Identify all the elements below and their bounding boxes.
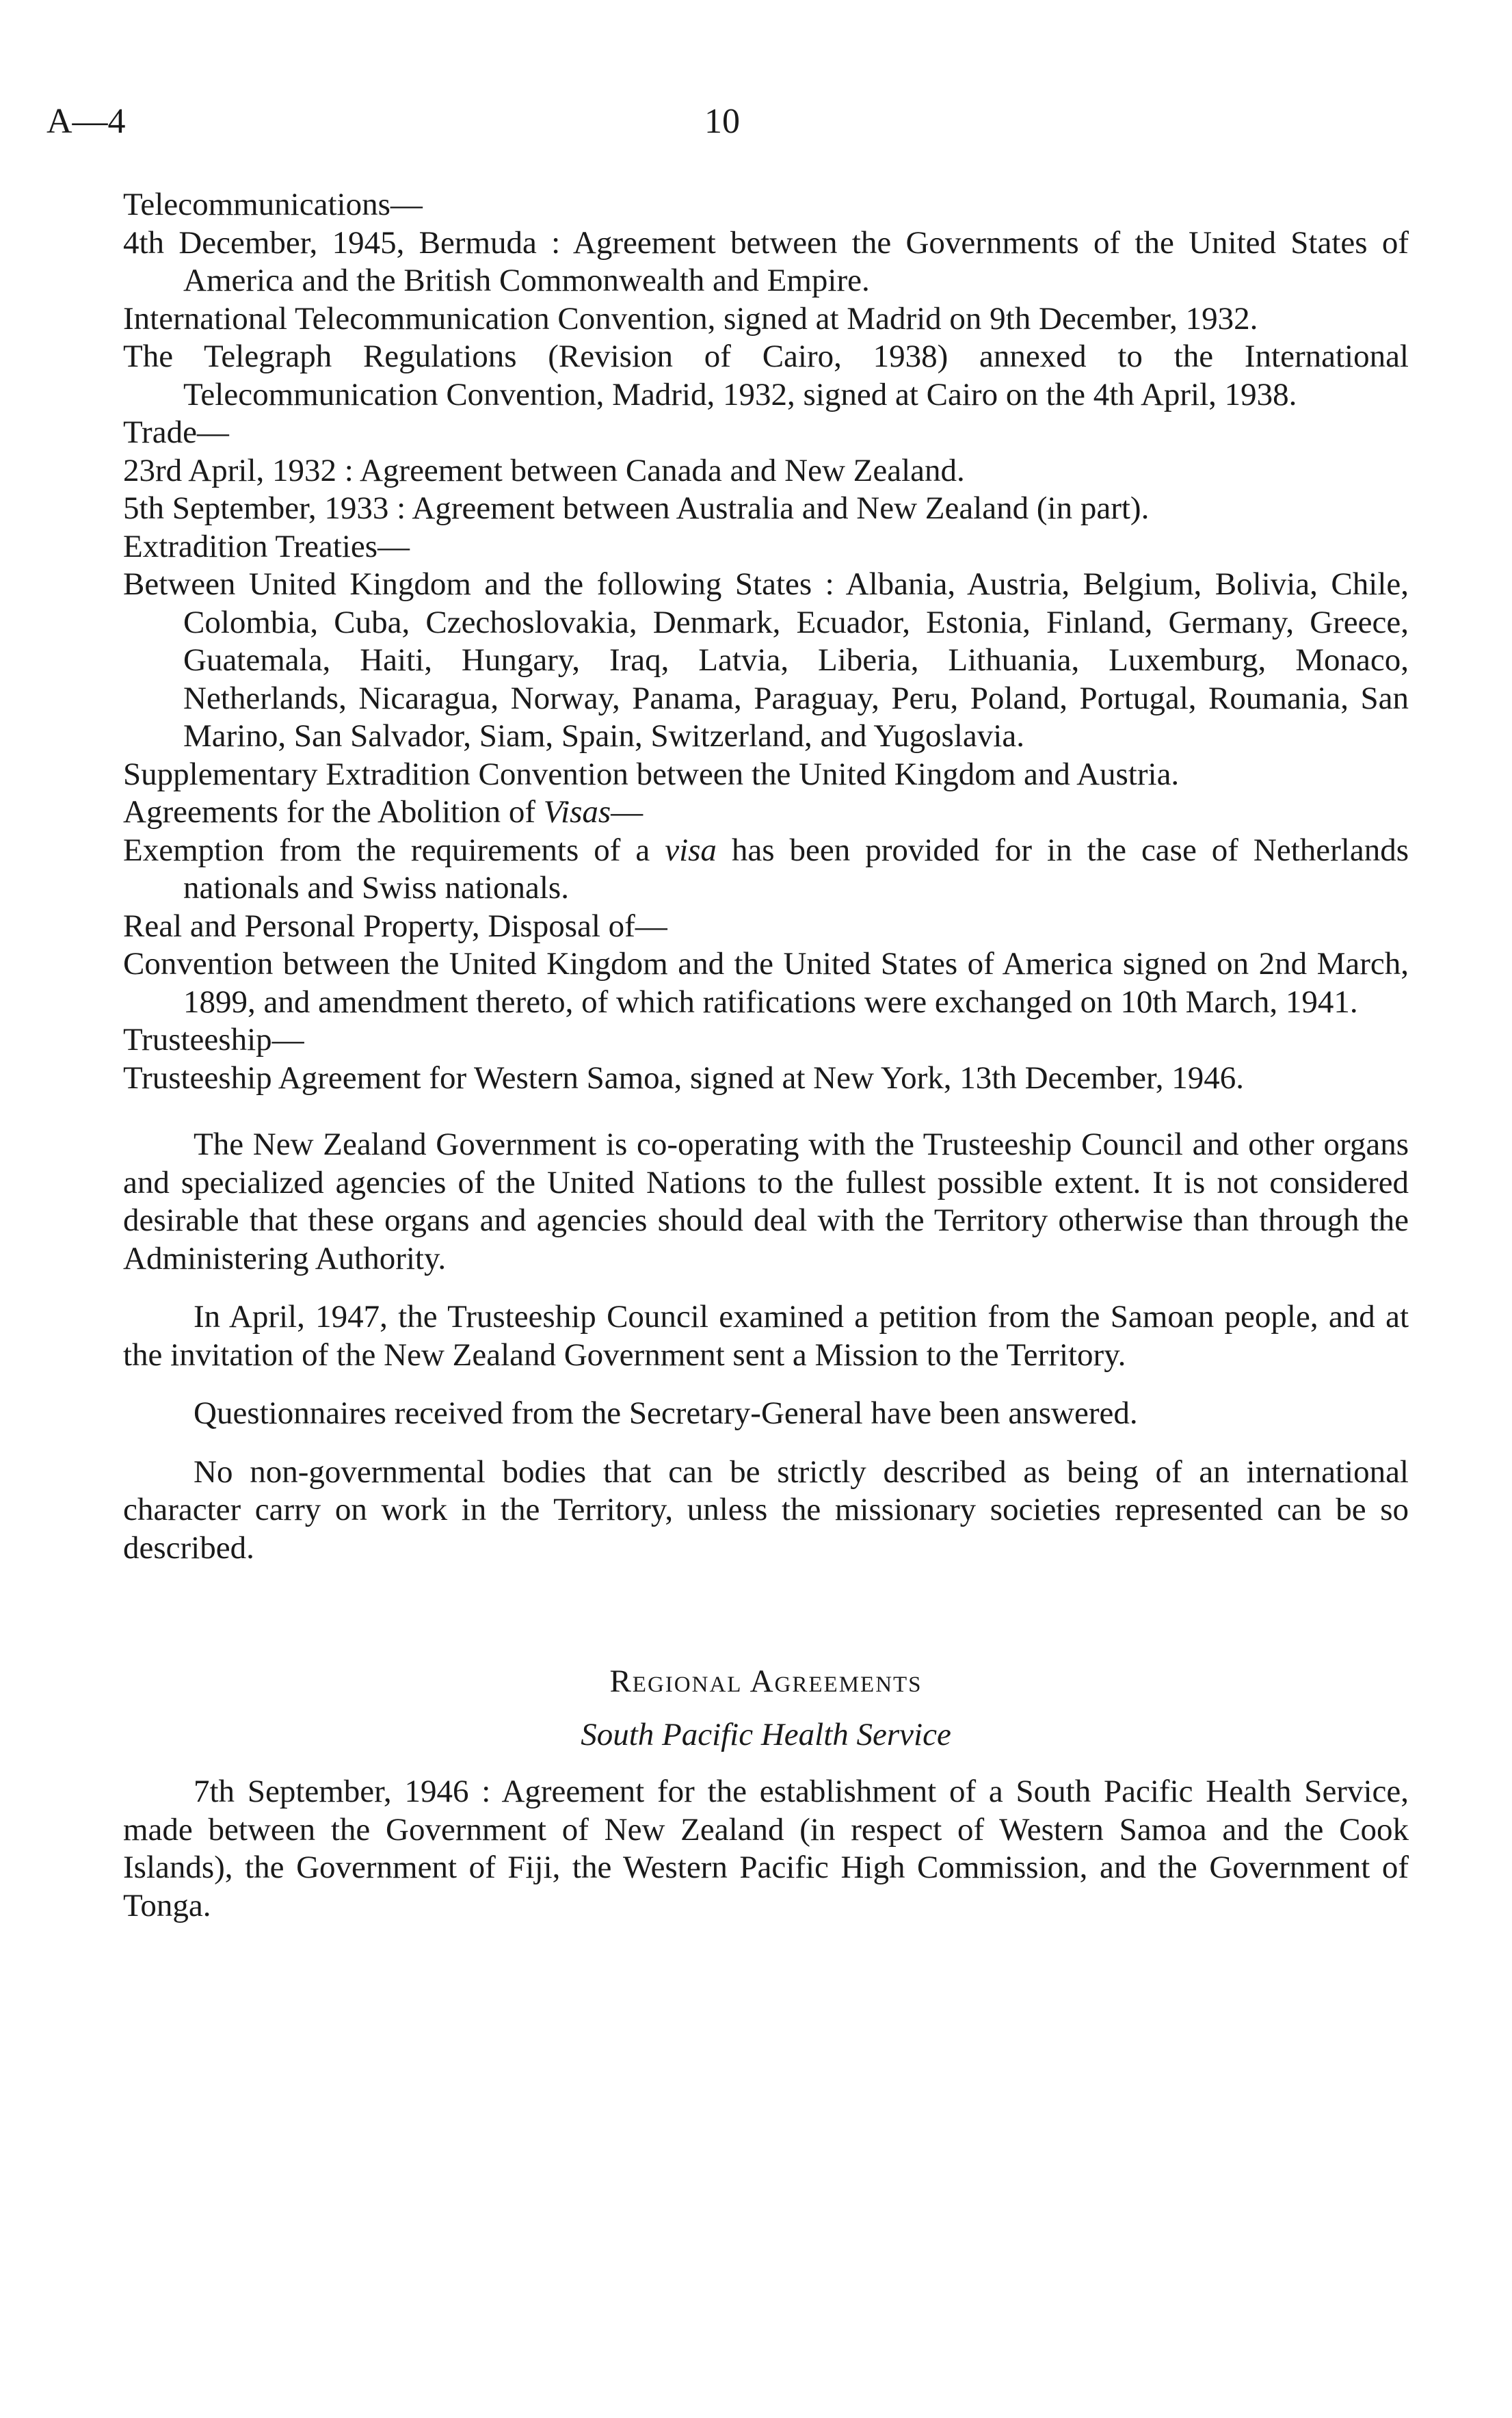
paragraph-cooperation: The New Zealand Government is co-operating with the Trusteeship Council and other organs and specialized agencies of the United Nations to the fullest possible extent. It is not considered desirable that these organs and agencies should deal with the Territory otherwise than through the Administering Authority. <box>123 1127 1409 1276</box>
paragraph-questionnaires: Questionnaires received from the Secretary-General have been answered. <box>194 1395 1138 1431</box>
section-heading-property: Real and Personal Property, Disposal of— <box>123 908 667 944</box>
telecom-entry-madrid-convention: International Telecommunication Convention, signed at Madrid on 9th December, 1932. <box>123 300 1258 337</box>
visas-entry-suffix: has been provided for in the case of Netherlands nationals and Swiss nationals. <box>183 832 1409 906</box>
telecom-entry-bermuda: 4th December, 1945, Bermuda : Agreement between the Governments of the United States of America and the British Commonwealth and Empire. <box>123 224 1409 298</box>
south-pacific-health-subheading: South Pacific Health Service <box>581 1716 951 1752</box>
section-heading-trade: Trade— <box>123 415 229 450</box>
section-heading-visas <box>123 793 1409 832</box>
paragraph-health-service: 7th September, 1946 : Agreement for the establishment of a South Pacific Health Service, made between the Government of New Zealand (in respect of Western Samoa and the Cook Islands), the Government of Fiji, the Western Pacific High Commission, and the Government of Tonga. <box>123 1774 1409 1923</box>
document-body <box>123 186 1409 1925</box>
trade-entry-australia: 5th September, 1933 : Agreement between Australia and New Zealand (in part). <box>123 490 1150 526</box>
visas-entry-prefix: Exemption from the requirements of a <box>123 832 665 868</box>
page-number: 10 <box>704 102 740 141</box>
extradition-entry-austria: Supplementary Extradition Convention between the United Kingdom and Austria. <box>123 756 1180 792</box>
visas-entry-exemption <box>123 832 1409 908</box>
telecom-entry-telegraph-regulations: The Telegraph Regulations (Revision of Cairo, 1938) annexed to the International Telecommunication Convention, Madrid, 1932, signed at Cairo on the 4th April, 1938. <box>123 339 1409 412</box>
document-code: A—4 <box>47 102 126 141</box>
property-entry-convention: Convention between the United Kingdom and the United States of America signed on 2nd March, 1899, and amendment thereto, of which ratifications were exchanged on 10th March, 1941. <box>123 946 1409 1020</box>
paragraph-non-governmental: No non-governmental bodies that can be strictly described as being of an international character carry on work in the Territory, unless the missionary societies represented can be so described. <box>123 1454 1409 1566</box>
section-heading-telecommunications: Telecommunications— <box>123 187 423 222</box>
visas-heading-italic: Visas <box>543 794 611 830</box>
paragraph-petition: In April, 1947, the Trusteeship Council examined a petition from the Samoan people, and at the invitation of the New Zealand Government sent a Mission to the Territory. <box>123 1299 1409 1373</box>
visas-heading-prefix: Agreements for the Abolition of <box>123 794 544 830</box>
regional-agreements-heading: Regional Agreements <box>609 1664 923 1699</box>
section-heading-trusteeship: Trusteeship— <box>123 1022 304 1057</box>
trade-entry-canada: 23rd April, 1932 : Agreement between Canada and New Zealand. <box>123 452 965 488</box>
section-heading-extradition: Extradition Treaties— <box>123 528 410 564</box>
extradition-entry-states: Between United Kingdom and the following States : Albania, Austria, Belgium, Bolivia, Chile, Colombia, Cuba, Czechoslovakia, Denmark, Ecuador, Estonia, Finland, Germany, Greece, Guatemala, Haiti, Hungary, Iraq, Latvia, Liberia, Lithuania, Luxemburg, Monaco, Netherlands, Nicaragua, Norway, Panama, Paraguay, Peru, Poland, Portugal, Roumania, San Marino, San Salvador, Siam, Spain, Switzerland, and Yugoslavia. <box>123 566 1409 754</box>
visas-entry-italic: visa <box>665 832 717 868</box>
trusteeship-entry-agreement: Trusteeship Agreement for Western Samoa, signed at New York, 13th December, 1946. <box>123 1060 1245 1096</box>
visas-heading-suffix: — <box>611 794 644 830</box>
